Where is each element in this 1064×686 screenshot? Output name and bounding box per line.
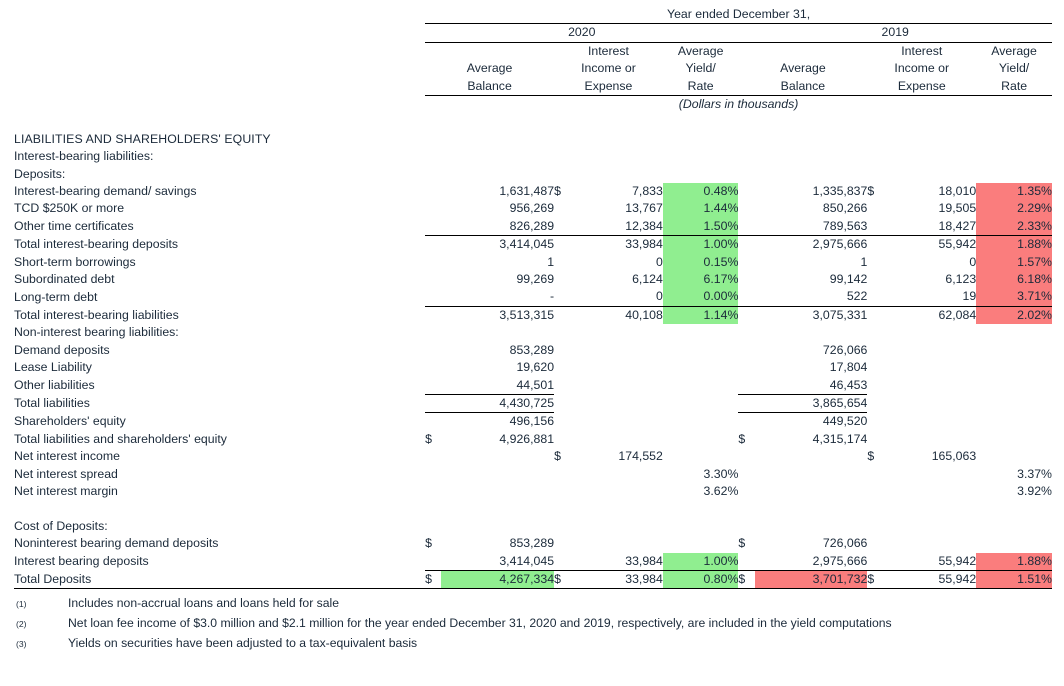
label-subordinated-debt: Subordinated debt xyxy=(14,272,115,287)
label-lease-liability: Lease Liability xyxy=(14,360,92,375)
section-title: LIABILITIES AND SHAREHOLDERS' EQUITY xyxy=(14,131,271,146)
col-interest-line2: Income or xyxy=(581,61,636,76)
other-time-certificates-interest-2020: 12,384 xyxy=(625,218,663,233)
label-shareholders-equity: Shareholders' equity xyxy=(14,414,126,429)
label-other-time-certificates: Other time certificates xyxy=(14,219,134,234)
tcd-250k-interest-2019: 19,505 xyxy=(938,201,977,216)
total-ib-liabilities-balance-2020: 3,513,315 xyxy=(441,306,554,324)
total-deposits-interest-2020: 33,984 xyxy=(570,570,663,588)
noninterest-bearing-demand-balance-2019: 726,066 xyxy=(822,536,868,551)
year-header-2019: 2019 xyxy=(738,24,1052,42)
spacer xyxy=(14,113,1052,130)
footnote-separator xyxy=(14,588,1052,589)
interest-bearing-deposits-interest-2020: 33,984 xyxy=(625,553,663,568)
label-deposits: Deposits: xyxy=(14,166,66,181)
col-avg-balance-line2: Balance xyxy=(467,78,512,93)
total-liabilities-balance-2020: 4,430,725 xyxy=(441,394,554,412)
lease-liability-balance-2019: 17,804 xyxy=(829,360,868,375)
other-liabilities-balance-2019: 46,453 xyxy=(829,377,868,392)
other-time-certificates-balance-2020: 826,289 xyxy=(509,218,555,233)
dollar-sign: $ xyxy=(738,431,746,446)
total-ib-liabilities-interest-2019: 62,084 xyxy=(883,306,976,324)
label-net-interest-margin: Net interest margin xyxy=(14,483,118,498)
col-rate-2019-line2: Yield/ xyxy=(998,61,1030,76)
label-other-liabilities: Other liabilities xyxy=(14,378,95,393)
label-cost-of-deposits: Cost of Deposits: xyxy=(14,518,108,533)
table-row xyxy=(14,466,1052,483)
table-row xyxy=(14,218,1052,236)
net-interest-spread-2020: 3.30% xyxy=(703,466,739,481)
table-row-total xyxy=(14,394,1052,412)
footnote-item xyxy=(16,634,1064,654)
total-deposits-balance-2019: 3,701,732 xyxy=(755,570,868,588)
tcd-250k-rate-2020: 1.44% xyxy=(663,200,739,217)
col-avg-balance-2019-line2: Balance xyxy=(780,78,826,93)
subordinated-debt-interest-2020: 6,124 xyxy=(632,272,663,287)
units-note: (Dollars in thousands) xyxy=(425,96,1052,114)
subordinated-debt-balance-2019: 99,142 xyxy=(829,272,868,287)
table-row xyxy=(14,413,1052,431)
label-total-deposits: Total Deposits xyxy=(14,571,92,586)
col-interest-2019-line3: Expense xyxy=(897,78,946,93)
col-avg-balance-2019 xyxy=(738,42,867,95)
dollar-sign: $ xyxy=(425,431,432,446)
short-term-borrowings-rate-2019: 1.57% xyxy=(976,254,1052,271)
table-row xyxy=(14,342,1052,359)
year-header-2020: 2020 xyxy=(425,24,738,42)
col-interest-2019 xyxy=(867,42,976,95)
long-term-debt-interest-2020: 0 xyxy=(656,289,663,304)
period-title-row xyxy=(14,6,1052,24)
table-row xyxy=(14,288,1052,306)
subordinated-debt-rate-2020: 6.17% xyxy=(663,271,739,288)
table-row xyxy=(14,483,1052,500)
col-rate-2019-line1: Average xyxy=(991,43,1037,58)
col-rate-line2: Yield/ xyxy=(685,61,716,76)
ib-demand-savings-rate-2019: 1.35% xyxy=(976,183,1052,200)
total-deposits-rate-2020: 0.80% xyxy=(663,570,739,588)
tcd-250k-balance-2020: 956,269 xyxy=(509,201,555,216)
tcd-250k-interest-2020: 13,767 xyxy=(625,201,663,216)
col-rate-2019 xyxy=(976,42,1052,95)
other-time-certificates-interest-2019: 18,427 xyxy=(938,218,977,233)
label-short-term-borrowings: Short-term borrowings xyxy=(14,254,136,269)
ib-demand-savings-balance-2020: 1,631,487 xyxy=(499,184,555,199)
footnotes xyxy=(16,594,1064,654)
dollar-sign: $ xyxy=(554,184,561,199)
total-liab-equity-balance-2020: 4,926,881 xyxy=(499,431,555,446)
label-noninterest-bearing-demand: Noninterest bearing demand deposits xyxy=(14,536,219,551)
label-non-ib-liabilities: Non-interest bearing liabilities: xyxy=(14,325,179,340)
dollar-sign: $ xyxy=(867,449,875,464)
total-liabilities-balance-2019: 3,865,654 xyxy=(755,394,868,412)
subordinated-debt-balance-2020: 99,269 xyxy=(516,272,555,287)
table-row xyxy=(14,535,1052,552)
demand-deposits-balance-2019: 726,066 xyxy=(822,342,868,357)
table-row xyxy=(14,448,1052,465)
net-interest-margin-2019: 3.92% xyxy=(1017,483,1052,498)
label-tcd-250k: TCD $250K or more xyxy=(14,201,125,216)
label-total-liab-and-equity: Total liabilities and shareholders' equity xyxy=(14,431,227,446)
dollar-sign: $ xyxy=(867,184,875,199)
short-term-borrowings-balance-2019: 1 xyxy=(860,254,868,269)
total-ib-deposits-rate-2019: 1.88% xyxy=(976,236,1052,254)
col-interest-2019-line1: Interest xyxy=(901,43,943,58)
col-interest-line3: Expense xyxy=(584,78,633,93)
interest-bearing-deposits-interest-2019: 55,942 xyxy=(938,553,977,568)
total-ib-liabilities-rate-2020: 1.14% xyxy=(663,306,739,324)
dollar-sign: $ xyxy=(425,536,432,551)
dollar-sign: $ xyxy=(738,536,746,551)
lease-liability-balance-2020: 19,620 xyxy=(516,360,555,375)
label-total-liabilities: Total liabilities xyxy=(14,396,90,411)
footnote-text: Includes non-accrual loans and loans held for sale xyxy=(68,596,340,611)
footnote-item xyxy=(16,594,1064,614)
total-ib-deposits-interest-2019: 55,942 xyxy=(883,236,976,254)
footnote-marker: (1) xyxy=(16,599,27,610)
table-row-total xyxy=(14,570,1052,588)
label-interest-bearing-liabilities: Interest-bearing liabilities: xyxy=(14,149,154,164)
footnote-text: Yields on securities have been adjusted to a tax-equivalent basis xyxy=(68,636,418,651)
col-rate-2019-line3: Rate xyxy=(1001,78,1028,93)
total-deposits-interest-2019: 55,942 xyxy=(883,570,976,588)
table-row xyxy=(14,359,1052,376)
row-interest-bearing-liabilities xyxy=(14,148,1052,165)
col-rate-line3: Rate xyxy=(687,78,714,93)
col-rate-line1: Average xyxy=(677,43,724,58)
net-interest-margin-2020: 3.62% xyxy=(703,483,739,498)
table-row xyxy=(14,553,1052,571)
subordinated-debt-rate-2019: 6.18% xyxy=(976,271,1052,288)
interest-bearing-deposits-balance-2020: 3,414,045 xyxy=(499,553,555,568)
label-total-ib-deposits: Total interest-bearing deposits xyxy=(14,237,179,252)
net-interest-spread-2019: 3.37% xyxy=(1017,466,1052,481)
column-header-row xyxy=(14,42,1052,95)
long-term-debt-balance-2019: 522 xyxy=(846,289,868,304)
dollar-sign: $ xyxy=(554,570,570,588)
label-long-term-debt: Long-term debt xyxy=(14,289,98,304)
total-ib-deposits-balance-2020: 3,414,045 xyxy=(441,236,554,254)
table-row-total xyxy=(14,431,1052,448)
dollar-sign: $ xyxy=(554,449,561,464)
units-note-row xyxy=(14,96,1052,114)
table-row xyxy=(14,254,1052,271)
total-liab-equity-balance-2019: 4,315,174 xyxy=(812,431,868,446)
long-term-debt-rate-2020: 0.00% xyxy=(663,288,739,306)
demand-deposits-balance-2020: 853,289 xyxy=(509,342,555,357)
col-avg-balance-line1: Average xyxy=(466,61,513,76)
short-term-borrowings-interest-2020: 0 xyxy=(656,254,663,269)
period-title: Year ended December 31, xyxy=(667,7,811,21)
long-term-debt-interest-2019: 19 xyxy=(962,289,977,304)
year-band-row xyxy=(14,24,1052,42)
dollar-sign: $ xyxy=(867,570,883,588)
ib-demand-savings-interest-2019: 18,010 xyxy=(938,184,977,199)
row-cost-of-deposits-title xyxy=(14,518,1052,535)
label-total-ib-liabilities: Total interest-bearing liabilities xyxy=(14,307,179,322)
interest-bearing-deposits-rate-2020: 1.00% xyxy=(663,553,739,571)
total-deposits-balance-2020: 4,267,334 xyxy=(441,570,554,588)
row-non-interest-bearing-liabilities xyxy=(14,324,1052,341)
col-interest-2020 xyxy=(554,42,663,95)
shareholders-equity-balance-2020: 496,156 xyxy=(441,413,554,431)
table-row xyxy=(14,200,1052,217)
liabilities-equity-table xyxy=(14,6,1052,588)
other-time-certificates-rate-2019: 2.33% xyxy=(976,218,1052,236)
col-interest-line1: Interest xyxy=(587,43,629,58)
footnote-text: Net loan fee income of $3.0 million and $2.1 million for the year ended December 31, 2020 and 2019, respectively, are included in the yield computations xyxy=(68,616,892,631)
tcd-250k-rate-2019: 2.29% xyxy=(976,200,1052,217)
row-deposits xyxy=(14,166,1052,183)
label-interest-bearing-deposits: Interest bearing deposits xyxy=(14,554,149,569)
label-net-interest-spread: Net interest spread xyxy=(14,466,118,481)
dollar-sign: $ xyxy=(738,570,754,588)
net-interest-income-2020: 174,552 xyxy=(618,449,663,464)
label-ib-demand-savings: Interest-bearing demand/ savings xyxy=(14,184,197,199)
table-row xyxy=(14,377,1052,395)
short-term-borrowings-rate-2020: 0.15% xyxy=(663,254,739,271)
footnote-marker: (3) xyxy=(16,639,27,650)
long-term-debt-balance-2020: - xyxy=(549,289,555,304)
noninterest-bearing-demand-balance-2020: 853,289 xyxy=(509,536,555,551)
total-ib-liabilities-balance-2019: 3,075,331 xyxy=(755,306,868,324)
footnote-item xyxy=(16,614,1064,634)
dollar-sign: $ xyxy=(425,570,441,588)
total-ib-deposits-interest-2020: 33,984 xyxy=(570,236,663,254)
financial-table-page xyxy=(0,6,1064,686)
other-liabilities-balance-2020: 44,501 xyxy=(516,377,555,392)
table-row-total xyxy=(14,236,1052,254)
total-ib-liabilities-interest-2020: 40,108 xyxy=(570,306,663,324)
interest-bearing-deposits-balance-2019: 2,975,666 xyxy=(812,553,868,568)
total-deposits-rate-2019: 1.51% xyxy=(976,570,1052,588)
table-row xyxy=(14,183,1052,200)
ib-demand-savings-interest-2020: 7,833 xyxy=(632,184,663,199)
ib-demand-savings-balance-2019: 1,335,837 xyxy=(812,184,868,199)
other-time-certificates-balance-2019: 789,563 xyxy=(822,218,868,233)
total-ib-deposits-balance-2019: 2,975,666 xyxy=(755,236,868,254)
shareholders-equity-balance-2019: 449,520 xyxy=(755,413,868,431)
long-term-debt-rate-2019: 3.71% xyxy=(976,288,1052,306)
total-ib-liabilities-rate-2019: 2.02% xyxy=(976,306,1052,324)
label-net-interest-income: Net interest income xyxy=(14,449,120,464)
subordinated-debt-interest-2019: 6,123 xyxy=(945,272,977,287)
table-row xyxy=(14,271,1052,288)
short-term-borrowings-balance-2020: 1 xyxy=(547,254,555,269)
total-ib-deposits-rate-2020: 1.00% xyxy=(663,236,739,254)
label-demand-deposits: Demand deposits xyxy=(14,342,110,357)
spacer xyxy=(14,500,1052,517)
section-title-row xyxy=(14,131,1052,148)
col-avg-balance-2020 xyxy=(425,42,554,95)
table-row-total xyxy=(14,306,1052,324)
tcd-250k-balance-2019: 850,266 xyxy=(822,201,868,216)
short-term-borrowings-interest-2019: 0 xyxy=(969,254,977,269)
col-avg-balance-2019-line1: Average xyxy=(780,61,826,76)
net-interest-income-2019: 165,063 xyxy=(931,449,977,464)
col-interest-2019-line2: Income or xyxy=(894,61,950,76)
col-rate-2020 xyxy=(663,42,739,95)
ib-demand-savings-rate-2020: 0.48% xyxy=(663,183,739,200)
footnote-marker: (2) xyxy=(16,619,27,630)
interest-bearing-deposits-rate-2019: 1.88% xyxy=(976,553,1052,571)
other-time-certificates-rate-2020: 1.50% xyxy=(663,218,739,236)
